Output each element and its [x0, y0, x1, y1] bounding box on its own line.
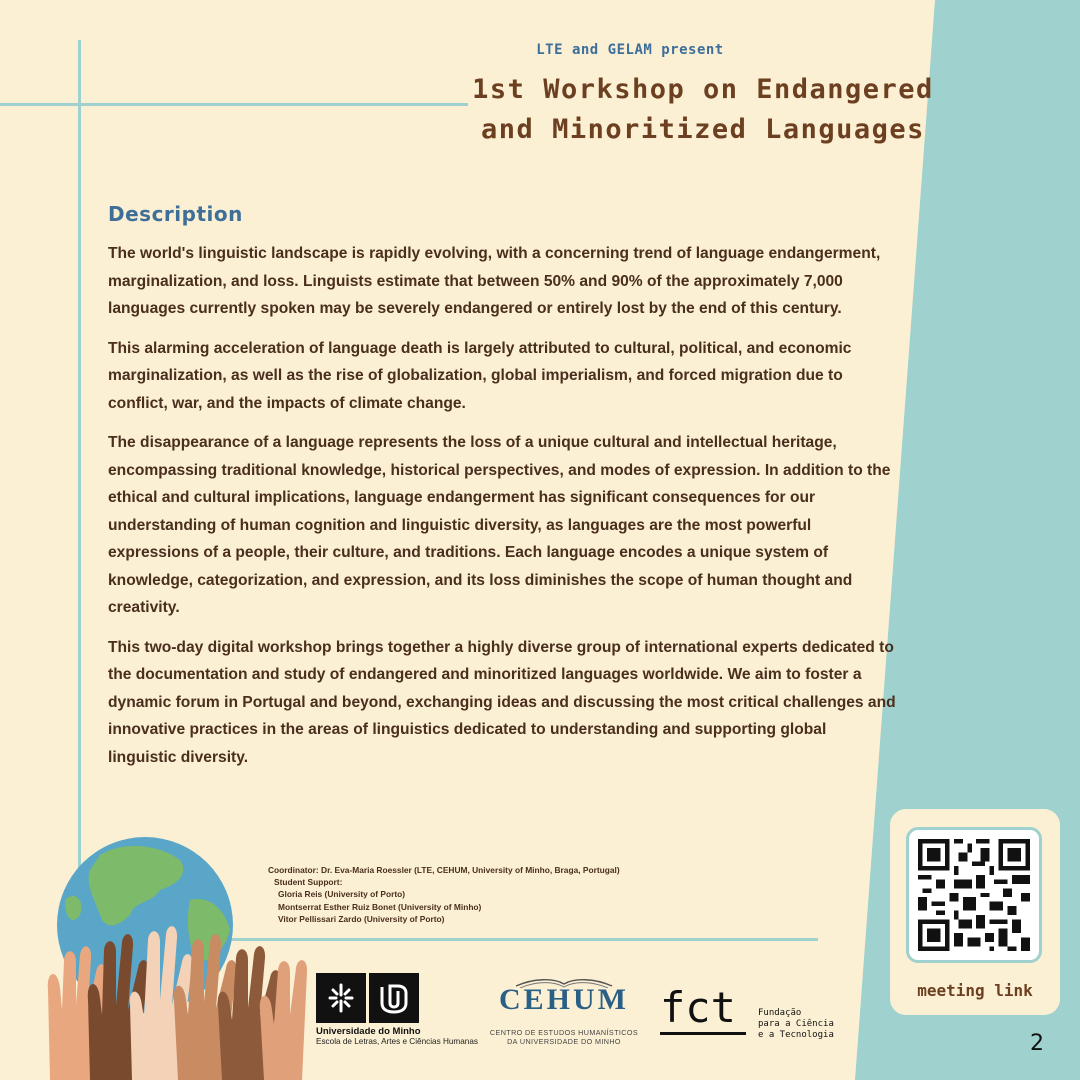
- title-line-2: and Minoritized Languages: [481, 114, 925, 145]
- description-paragraph: This alarming acceleration of language death is largely attributed to cultural, political, and economic marginalization, as well as the rise of globalization, global imperialism, and forced migration due to conflict, war, and the impacts of climate change.: [108, 339, 852, 412]
- decorative-line-top: [0, 103, 468, 106]
- fct-full-name: [758, 1008, 834, 1041]
- title-line-1: 1st Workshop on Endangered: [472, 74, 934, 105]
- description-body: [108, 240, 898, 783]
- fct-line: para a Ciência: [758, 1019, 834, 1029]
- uminho-letter-icon: [369, 973, 419, 1023]
- description-heading: Description: [108, 202, 243, 226]
- cehum-subtitle-1: CENTRO DE ESTUDOS HUMANÍSTICOS: [489, 1028, 639, 1037]
- student-name: Montserrat Esther Ruiz Bonet (University of Minho): [278, 901, 482, 912]
- cehum-logo: [486, 976, 642, 1046]
- fct-line: e a Tecnologia: [758, 1030, 834, 1040]
- student-name: Vitor Pellissari Zardo (University of Porto): [278, 913, 445, 924]
- cehum-subtitle-2: DA UNIVERSIDADE DO MINHO: [507, 1037, 621, 1046]
- cehum-name: CEHUM: [499, 983, 629, 1016]
- decorative-line-vertical: [78, 40, 81, 940]
- fct-wordmark: [660, 988, 746, 1038]
- presenter-line: LTE and GELAM present: [536, 42, 724, 58]
- fct-logo: [660, 988, 834, 1041]
- credits-block: [268, 864, 620, 925]
- qr-code-frame[interactable]: [906, 827, 1042, 963]
- student-support-label: Student Support:: [274, 877, 343, 888]
- meeting-link-label[interactable]: meeting link: [917, 981, 1033, 1000]
- uminho-school: Escola de Letras, Artes e Ciências Humanas: [316, 1037, 479, 1046]
- fct-wordmark-text: fct: [660, 988, 736, 1032]
- qr-code-icon[interactable]: [918, 839, 1030, 951]
- uminho-emblem-icon: [316, 973, 366, 1023]
- coordinator-text: Coordinator: Dr. Eva-Maria Roessler (LTE, CEHUM, University of Minho, Braga, Portugal): [268, 865, 620, 875]
- open-book-icon: [514, 976, 614, 988]
- workshop-title: [470, 70, 936, 150]
- description-paragraph: This two-day digital workshop brings together a highly diverse group of international experts dedicated to the documentation and study of endangered and minoritized languages worldwide. We aim to foster a dynamic forum in Portugal and beyond, exchanging ideas and discussing the most critical challenges and innovative practices in the areas of linguistics dedicated to understanding and supporting global linguistic diversity.: [108, 638, 896, 766]
- uminho-logo: [316, 973, 478, 1046]
- page-number: 2: [1030, 1031, 1044, 1056]
- fct-line: Fundação: [758, 1008, 802, 1018]
- uminho-name: Universidade do Minho: [316, 1026, 421, 1037]
- student-name: Gloria Reis (University of Porto): [278, 889, 406, 900]
- qr-card[interactable]: [890, 809, 1060, 1015]
- description-paragraph: The disappearance of a language represents the loss of a unique cultural and intellectual heritage, encompassing traditional knowledge, historical perspectives, and modes of expression. In addition to the ethical and cultural implications, language endangerment has significant consequences for our understanding of human cognition and linguistic diversity, as languages are the most powerful expressions of a people, their culture, and traditions. Each language encodes a unique system of knowledge, categorization, and expression, and its loss diminishes the scope of human thought and creativity.: [108, 434, 891, 616]
- description-paragraph: The world's linguistic landscape is rapidly evolving, with a concerning trend of language endangerment, marginalization, and loss. Linguists estimate that between 50% and 90% of the approximately 7,000 languages currently spoken may be severely endangered or entirely lost by the end of this century.: [108, 245, 881, 317]
